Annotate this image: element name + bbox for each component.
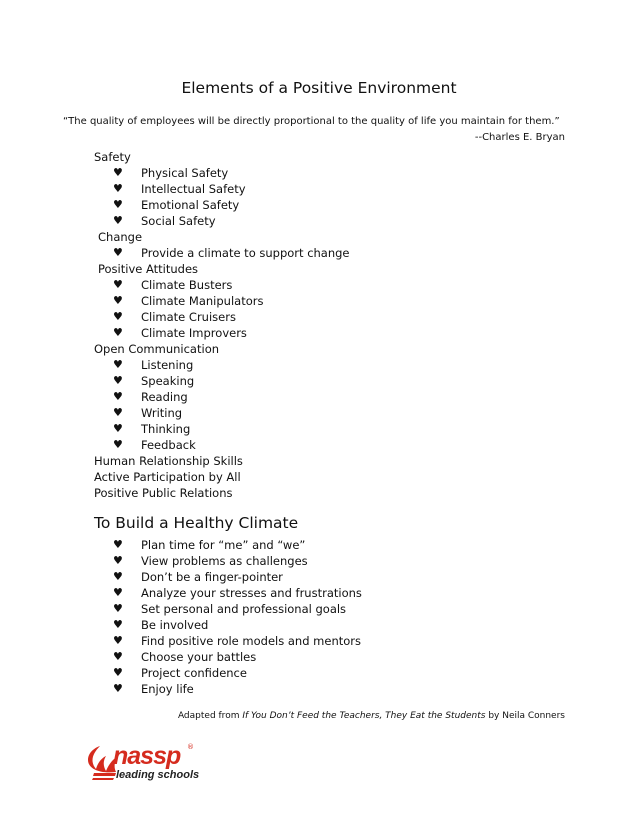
list-item: Intellectual Safety [141,182,246,196]
list-item: Reading [141,390,188,404]
section-human-relationship-skills: Human Relationship Skills [94,454,243,468]
heart-bullet-icon: ♥ [113,198,123,211]
climate-heading: To Build a Healthy Climate [94,514,299,532]
heart-bullet-icon: ♥ [113,182,123,195]
quote-text: “The quality of employees will be directly proportional to the quality of life you maintain for them.” [63,116,560,127]
list-item: Emotional Safety [141,198,240,212]
heart-bullet-icon: ♥ [113,602,123,615]
list-item: Find positive role models and mentors [141,634,361,648]
list-item: Choose your battles [141,650,257,664]
list-item: Don’t be a finger-pointer [141,570,283,584]
list-item: Enjoy life [141,682,194,696]
citation-book-title: If You Don’t Feed the Teachers, They Eat the Students [242,711,486,721]
list-item: Feedback [141,438,196,452]
heart-bullet-icon: ♥ [113,618,123,631]
nassp-logo [86,742,216,782]
list-item: Speaking [141,374,195,388]
heart-bullet-icon: ♥ [113,538,123,551]
list-item: Listening [141,358,194,372]
list-item: Set personal and professional goals [141,602,347,616]
heart-bullet-icon: ♥ [113,554,123,567]
list-item: View problems as challenges [141,554,308,568]
citation [178,711,565,721]
heart-bullet-icon: ♥ [113,278,123,291]
list-item: Climate Improvers [141,326,247,340]
heart-bullet-icon: ♥ [113,358,123,371]
heart-bullet-icon: ♥ [113,294,123,307]
heart-bullet-icon: ♥ [113,406,123,419]
section-open-communication: Open Communication [94,342,220,356]
citation-suffix: by Neila Conners [485,711,565,721]
page-title: Elements of a Positive Environment [181,79,457,97]
heart-bullet-icon: ♥ [113,438,123,451]
list-item: Plan time for “me” and “we” [141,538,306,552]
logo-registered-mark: ® [187,743,194,751]
section-active-participation: Active Participation by All [94,470,241,484]
heart-bullet-icon: ♥ [113,214,123,227]
list-item: Thinking [141,422,191,436]
heart-bullet-icon: ♥ [113,246,123,259]
heart-bullet-icon: ♥ [113,586,123,599]
heart-bullet-icon: ♥ [113,326,123,339]
list-item: Writing [141,406,183,420]
section-positive-public-relations: Positive Public Relations [94,486,233,500]
heart-bullet-icon: ♥ [113,666,123,679]
list-item: Project confidence [141,666,247,680]
list-item: Climate Cruisers [141,310,236,324]
heart-bullet-icon: ♥ [113,634,123,647]
list-item: Climate Manipulators [141,294,264,308]
heart-bullet-icon: ♥ [113,390,123,403]
list-item: Analyze your stresses and frustrations [141,586,362,600]
list-item: Physical Safety [141,166,229,180]
list-item: Provide a climate to support change [141,246,350,260]
heart-bullet-icon: ♥ [113,374,123,387]
quote-attribution: --Charles E. Bryan [474,132,565,143]
heart-bullet-icon: ♥ [113,310,123,323]
list-item: Be involved [141,618,209,632]
logo-wordmark: nassp [113,742,181,770]
section-safety: Safety [94,150,131,164]
list-item: Social Safety [141,214,216,228]
logo-tagline: leading schools [116,769,200,781]
heart-bullet-icon: ♥ [113,682,123,695]
list-item: Climate Busters [141,278,233,292]
citation-prefix: Adapted from [177,711,243,721]
heart-bullet-icon: ♥ [113,570,123,583]
heart-bullet-icon: ♥ [113,166,123,179]
heart-bullet-icon: ♥ [113,422,123,435]
heart-bullet-icon: ♥ [113,650,123,663]
section-change: Change [98,230,143,244]
section-positive-attitudes: Positive Attitudes [98,262,199,276]
